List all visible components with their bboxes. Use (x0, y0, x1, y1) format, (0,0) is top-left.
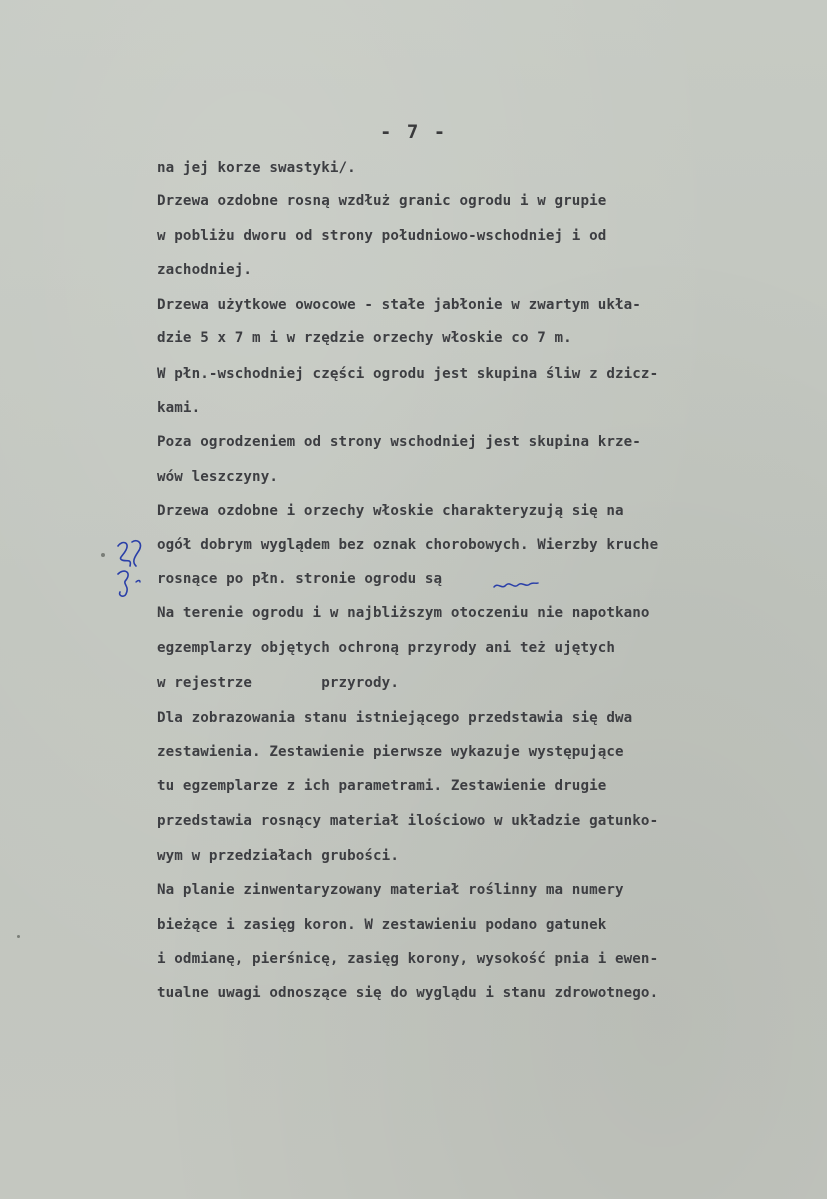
ink-speck (17, 935, 20, 938)
text-line: Drzewa ozdobne i orzechy włoskie charakteryzują się na (157, 503, 624, 519)
text-line: bieżące i zasięg koron. W zestawieniu podano gatunek (157, 917, 607, 933)
text-line: i odmianę, pierśnicę, zasięg korony, wysokość pnia i ewen- (157, 951, 659, 967)
text-line: w rejestrze przyrody. (157, 675, 399, 691)
text-line: Na planie zinwentaryzowany materiał roślinny ma numery (157, 882, 624, 898)
handwritten-squiggle-icon (492, 578, 540, 592)
text-line: wym w przedziałach grubości. (157, 848, 399, 864)
text-line: przedstawia rosnący materiał ilościowo w układzie gatunko- (157, 813, 659, 829)
text-line: kami. (157, 400, 201, 416)
text-line: tualne uwagi odnoszące się do wyglądu i stanu zdrowotnego. (157, 985, 659, 1001)
text-line: dzie 5 x 7 m i w rzędzie orzechy włoskie co 7 m. (157, 330, 572, 346)
ink-speck (101, 553, 105, 557)
text-line: Drzewa ozdobne rosną wzdłuż granic ogrodu i w grupie (157, 193, 607, 209)
text-line: Poza ogrodzeniem od strony wschodniej jest skupina krze- (157, 434, 641, 450)
page-number: - 7 - (380, 121, 448, 143)
handwritten-margin-mark-icon (112, 536, 148, 606)
text-line: rosnące po płn. stronie ogrodu są (157, 571, 443, 587)
text-line: ogół dobrym wyglądem bez oznak chorobowych. Wierzby kruche (157, 537, 659, 553)
text-line: Dla zobrazowania stanu istniejącego przedstawia się dwa (157, 710, 633, 726)
text-line: Drzewa użytkowe owocowe - stałe jabłonie w zwartym ukła- (157, 297, 641, 313)
text-line: w pobliżu dworu od strony południowo-wschodniej i od (157, 228, 607, 244)
text-line: Na terenie ogrodu i w najbliższym otoczeniu nie napotkano (157, 605, 650, 621)
text-line: W płn.-wschodniej części ogrodu jest skupina śliw z dzicz- (157, 366, 659, 382)
text-line: zestawienia. Zestawienie pierwsze wykazuje występujące (157, 744, 624, 760)
text-line: egzemplarzy objętych ochroną przyrody ani też ujętych (157, 640, 616, 656)
text-line: na jej korze swastyki/. (157, 160, 356, 176)
text-line: tu egzemplarze z ich parametrami. Zestawienie drugie (157, 778, 607, 794)
text-line: wów leszczyny. (157, 469, 278, 485)
text-line: zachodniej. (157, 262, 253, 278)
